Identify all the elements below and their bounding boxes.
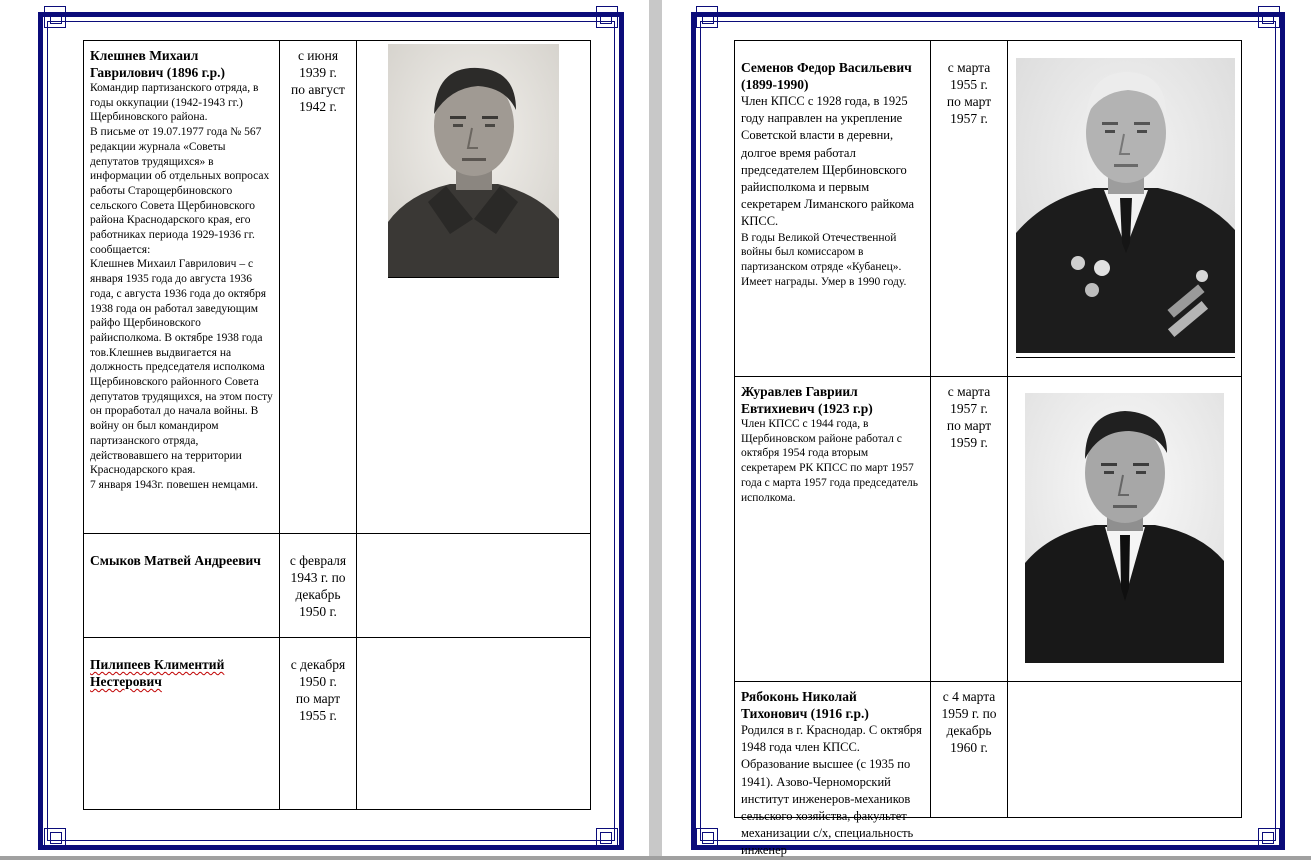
person-name: Смыков Матвей Андреевич	[90, 553, 261, 568]
portrait-photo	[1016, 58, 1235, 353]
document-page-left	[0, 0, 649, 856]
page-gap	[649, 0, 662, 856]
portrait-photo	[1025, 393, 1224, 663]
border-corner-ornament	[50, 832, 62, 844]
person-bio: Родился в г. Краснодар. С октября 1948 года член КПСС. Образование высшее (с 1935 по 1941). Азово-Черноморский институт инженеров-механиков сельского хозяйства, факультет механизации с/х, специальность инженер	[741, 723, 922, 858]
person-name: Журавлев Гавриил Евтихиевич (1923 г.р)	[741, 384, 873, 416]
table-row	[735, 377, 1242, 682]
bio-cell	[84, 41, 280, 534]
period-cell	[931, 377, 1008, 682]
bio-cell	[735, 377, 931, 682]
bio-cell	[735, 41, 931, 377]
border-corner-ornament	[50, 12, 62, 24]
photo-cell	[357, 534, 591, 638]
bio-cell	[84, 638, 280, 810]
border-corner-ornament	[702, 832, 714, 844]
photo-cell	[357, 638, 591, 810]
portrait-photo	[388, 44, 559, 277]
border-corner-ornament	[1262, 832, 1274, 844]
person-bio: Член КПСС с 1928 года, в 1925 году направлен на укрепление Советской власти в деревни, долгое время работал председателем Щербиновского райисполкома и первым секретарем Лиманского райкома КПСС.	[741, 94, 915, 229]
photo-underline	[388, 277, 559, 278]
person-name: Семенов Федор Васильевич (1899-1990)	[741, 60, 912, 92]
chairmen-table-left	[83, 40, 591, 810]
term-period: с июня 1939 г. по август 1942 г.	[291, 48, 345, 114]
person-bio-continued: В годы Великой Отечественной войны был комиссаром в партизанском отряде «Кубанец». Имеет награды. Умер в 1990 году.	[741, 231, 907, 288]
photo-cell	[1008, 41, 1242, 377]
table-row	[735, 682, 1242, 818]
bio-cell	[84, 534, 280, 638]
border-corner-ornament	[702, 12, 714, 24]
table-row	[84, 534, 591, 638]
term-period: с марта 1955 г. по март 1957 г.	[946, 60, 992, 126]
period-cell	[280, 534, 357, 638]
term-period: с декабря 1950 г. по март 1955 г.	[290, 657, 346, 723]
photo-cell	[1008, 377, 1242, 682]
border-corner-ornament	[600, 12, 612, 24]
person-bio: Член КПСС с 1944 года, в Щербиновском районе работал с октября 1954 года вторым секретарем РК КПСС по март 1957 года с марта 1957 года председатель исполкома.	[741, 418, 918, 504]
table-row	[735, 41, 1242, 377]
chairmen-table-right	[734, 40, 1242, 858]
bio-cell	[735, 682, 931, 858]
photo-cell	[1008, 682, 1242, 818]
table-row	[84, 638, 591, 810]
photo-underline	[1016, 357, 1235, 358]
period-cell	[931, 682, 1008, 818]
table-row	[84, 41, 591, 534]
person-name: Клешнев Михаил Гаврилович (1896 г.р.)	[90, 48, 226, 80]
border-corner-ornament	[600, 832, 612, 844]
term-period: с марта 1957 г. по март 1959 г.	[946, 384, 992, 450]
period-cell	[931, 41, 1008, 377]
person-name: Пилипеев Климентий Нестерович	[90, 657, 225, 689]
document-page-right	[662, 0, 1311, 856]
person-name: Рябоконь Николай Тихонович (1916 г.р.)	[741, 689, 869, 721]
period-cell	[280, 638, 357, 810]
border-corner-ornament	[1262, 12, 1274, 24]
term-period: с 4 марта 1959 г. по декабрь 1960 г.	[941, 689, 997, 755]
photo-cell	[357, 41, 591, 534]
period-cell	[280, 41, 357, 534]
person-bio: Командир партизанского отряда, в годы оккупации (1942-1943 гг.) Щербиновского района. В письме от 19.07.1977 года № 567 редакции журнала «Советы депутатов трудящихся» в информации об отдельных вопросах работы Старощербиновского сельского Совета Щербиновского района Краснодарского края, его работниках периода 1929-1936 гг. сообщается: Клешнев Михаил Гаврилович – с января 1935 года до августа 1936 года, с августа 1936 года до октября 1938 года он работал заведующим райфо Щербиновского райисполкома. В октябре 1938 года тов.Клешнев выдвигается на должность председателя исполкома Щербиновского районного Совета депутатов трудящихся, на этом посту он проработал до начала войны. В войну он был командиром партизанского отряда, действовавшего на территории Краснодарского края. 7 января 1943г. повешен немцами.	[90, 82, 273, 491]
term-period: с февраля 1943 г. по декабрь 1950 г.	[289, 553, 347, 619]
